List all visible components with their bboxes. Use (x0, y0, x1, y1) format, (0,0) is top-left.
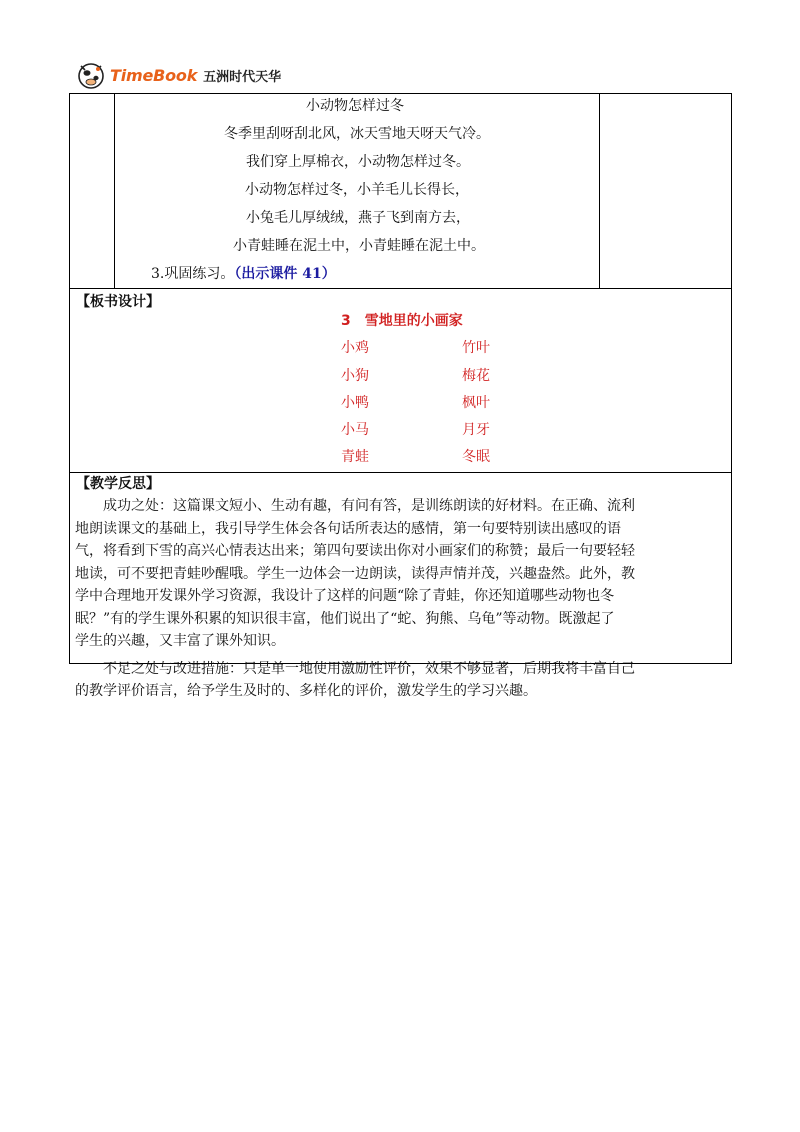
column-divider-left (114, 94, 115, 288)
reflection-line: 学中合理地开发课外学习资源，我设计了这样的问题“除了青蛙，你还知道哪些动物也冬 (75, 588, 615, 604)
reflection-line: 不足之处与改进措施：只是单一地使用激励性评价，效果不够显著，后期我将丰富自己 (103, 661, 635, 677)
poem-line-2: 我们穿上厚棉衣，小动物怎样过冬。 (246, 154, 470, 170)
board-left-item: 小鸭 (341, 395, 369, 411)
board-left-item: 小鸡 (341, 340, 369, 356)
board-left-item: 小马 (341, 422, 369, 438)
poem-line-3: 小动物怎样过冬，小羊毛儿长得长， (245, 182, 469, 198)
board-right-item: 梅花 (462, 368, 490, 384)
reflection-line: 地朗读课文的基础上，我引导学生体会各句话所表达的感情，第一句要特别读出感叹的语 (75, 521, 621, 537)
board-title: 3 雪地里的小画家 (341, 313, 463, 329)
reflection-line: 学生的兴趣，又丰富了课外知识。 (75, 633, 285, 649)
brand-logo (76, 60, 281, 90)
column-divider-right (599, 94, 600, 288)
reflection-line: 成功之处：这篇课文短小、生动有趣，有问有答，是训练朗读的好材料。在正确、流利 (103, 498, 635, 514)
poem-title: 小动物怎样过冬 (306, 98, 404, 114)
lesson-plan-table (69, 93, 732, 699)
reflection-line: 眠？”有的学生课外积累的知识很丰富，他们说出了“蛇、狗熊、乌龟”等动物。既激起了 (75, 611, 615, 627)
reflection-line: 气，将看到下雪的高兴心情表达出来；第四句要读出你对小画家们的称赞；最后一句要轻轻 (75, 543, 635, 559)
reflection-heading: 【教学反思】 (76, 476, 160, 492)
board-left-item: 小狗 (341, 368, 369, 384)
poem-line-5: 小青蛙睡在泥土中，小青蛙睡在泥土中。 (233, 238, 485, 254)
board-right-item: 枫叶 (462, 395, 490, 411)
cow-mascot-icon (76, 60, 106, 90)
reflection-line: 地读，可不要把青蛙吵醒哦。学生一边体会一边朗读，读得声情并茂，兴趣盎然。此外，教 (75, 566, 635, 582)
brand-name-en: TimeBook (110, 65, 198, 85)
practice-label: 3.巩固练习。 (151, 266, 235, 282)
row-divider-2 (70, 472, 731, 473)
brand-name-cn: 五洲时代天华 (203, 69, 282, 85)
row-divider-1 (70, 288, 731, 289)
courseware-link[interactable]: （出示课件 41） (234, 266, 336, 282)
board-left-item: 青蛙 (341, 449, 369, 465)
board-right-item: 竹叶 (462, 340, 490, 356)
board-right-item: 冬眠 (462, 449, 490, 465)
poem-line-4: 小兔毛儿厚绒绒，燕子飞到南方去， (246, 210, 470, 226)
board-right-item: 月牙 (462, 422, 490, 438)
poem-line-1: 冬季里刮呀刮北风，冰天雪地天呀天气冷。 (224, 126, 490, 142)
board-design-heading: 【板书设计】 (76, 294, 160, 310)
reflection-line: 的教学评价语言，给予学生及时的、多样化的评价，激发学生的学习兴趣。 (75, 683, 537, 699)
practice-line (151, 263, 336, 283)
